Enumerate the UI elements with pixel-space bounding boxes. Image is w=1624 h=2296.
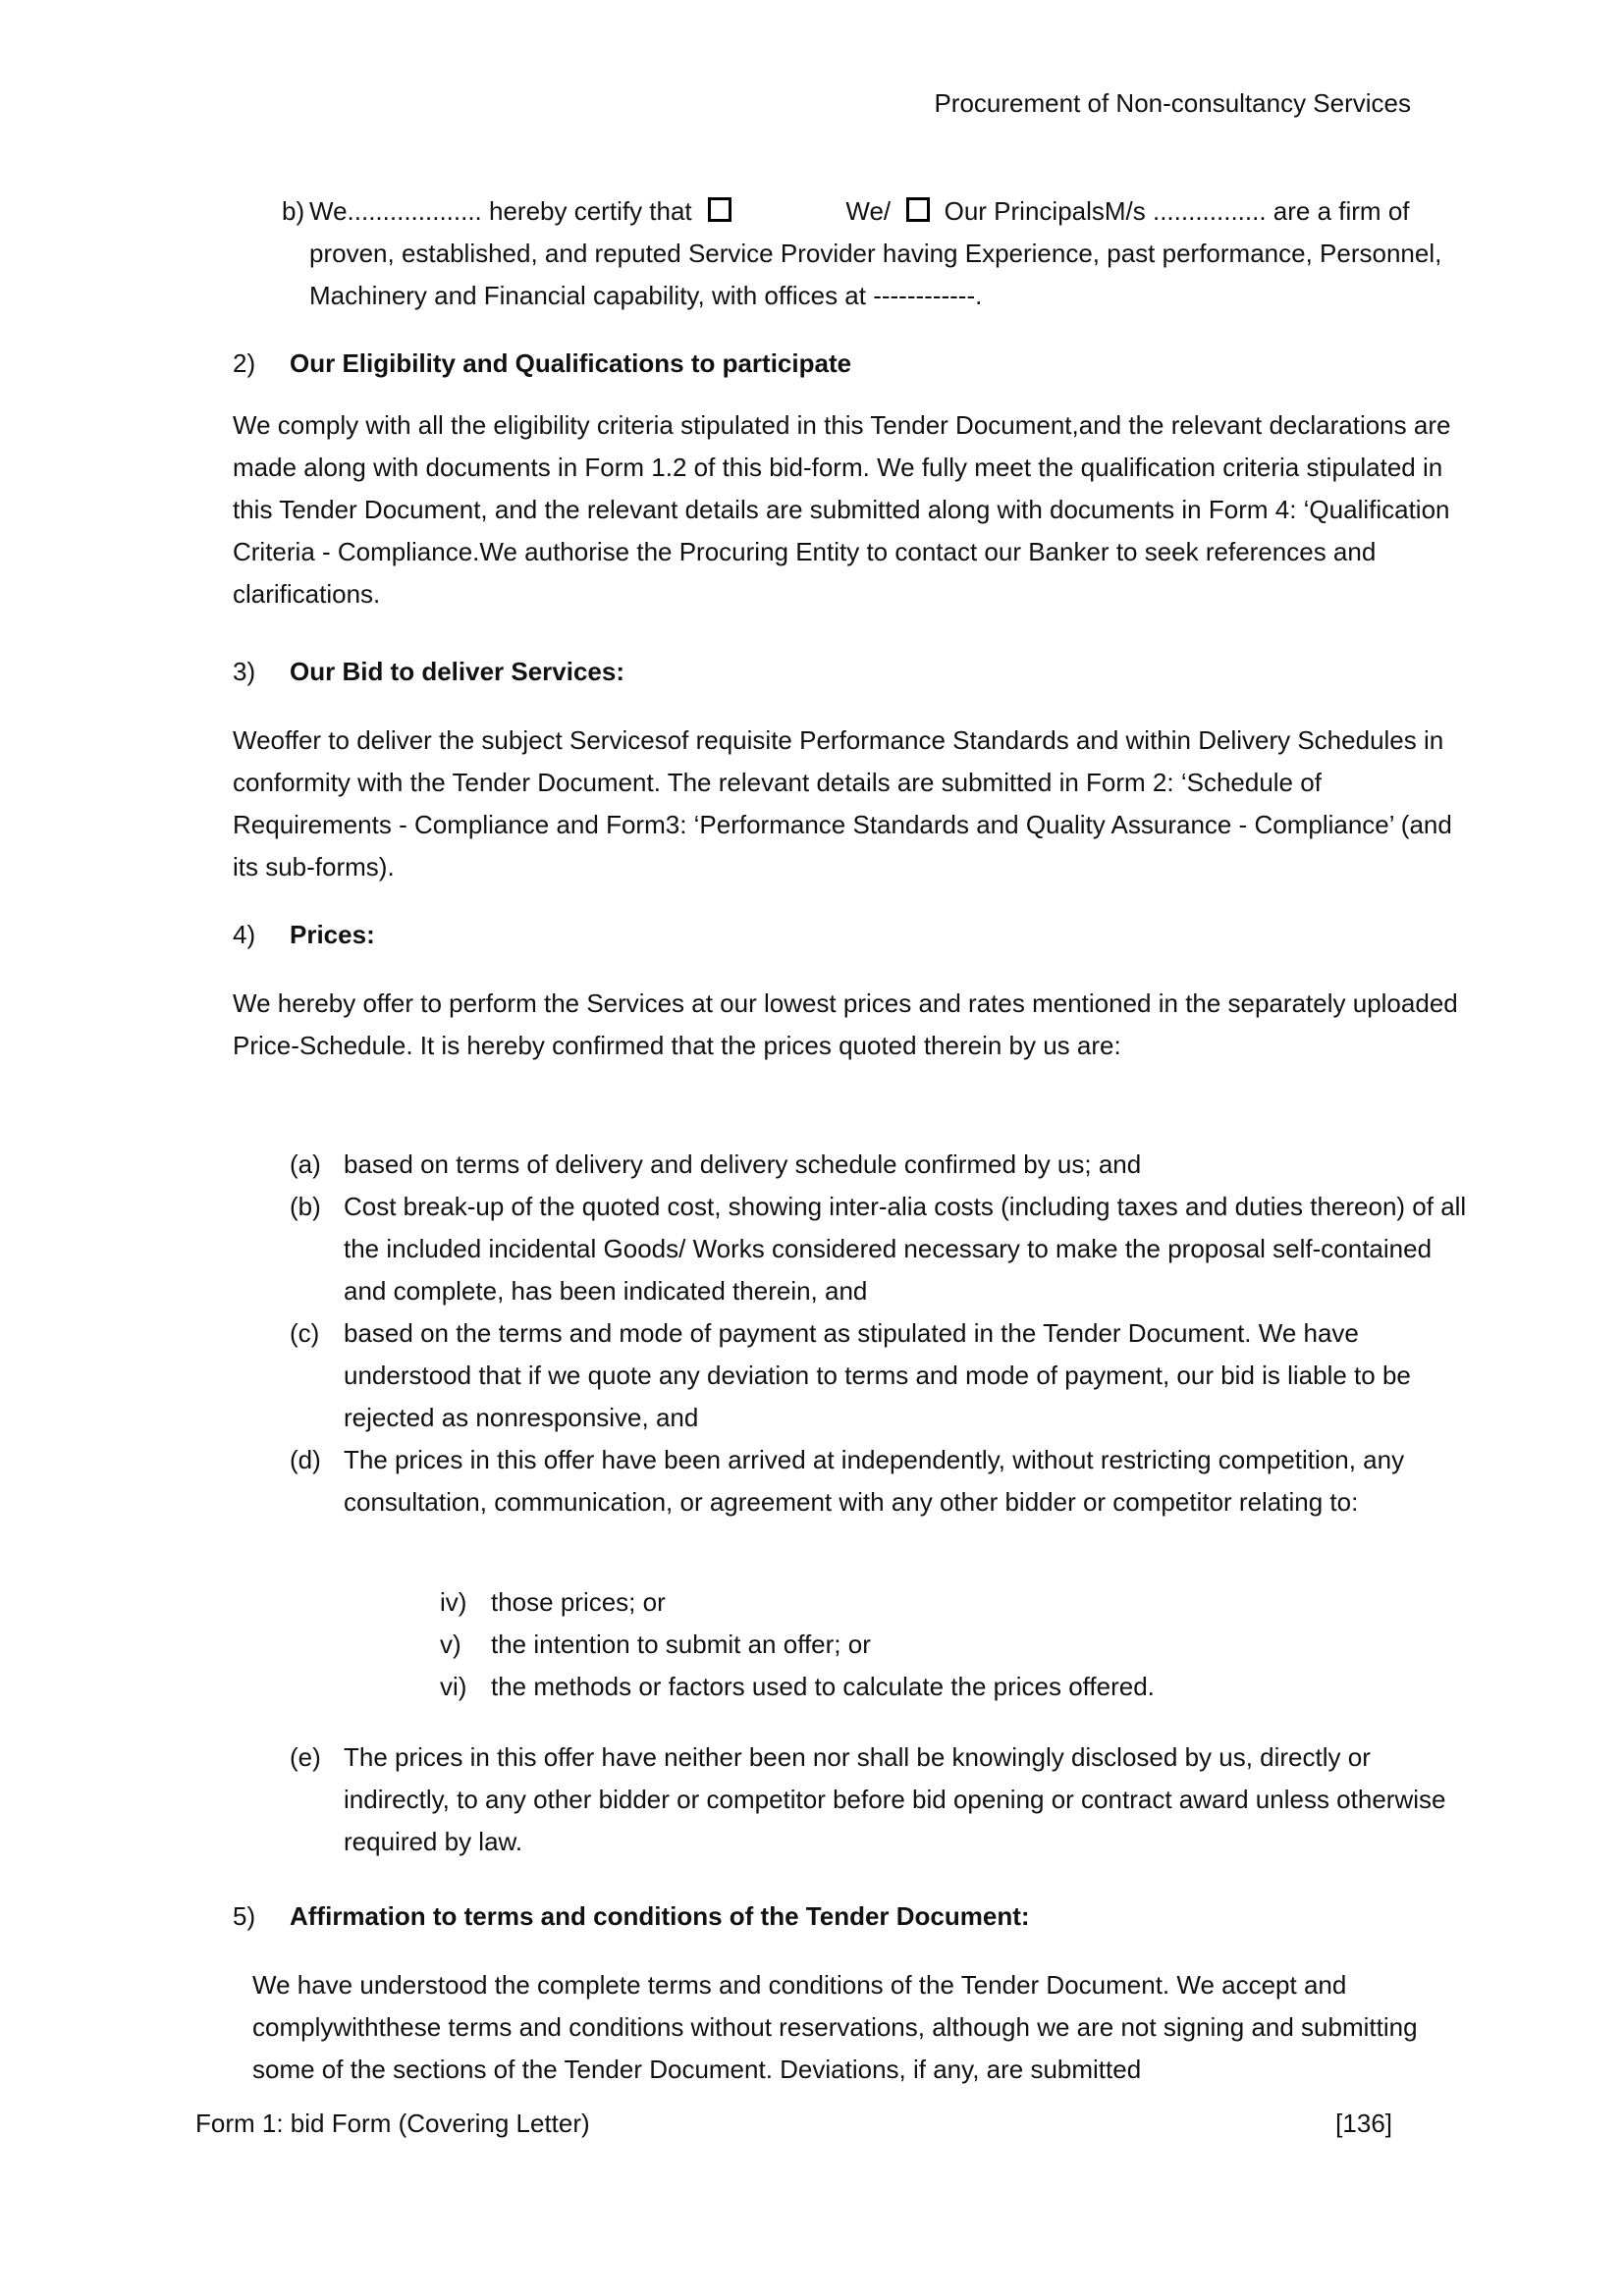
section-3-paragraph: Weoffer to deliver the subject Servicesof requisite Performance Standards and within Delivery Schedules in conformity with the Tender Document. The relevant details are submitted in Form 2: ‘Schedule of Requirements - Compliance and Form3: ‘Performance Standards and Quality Assurance - Compliance’ (and its sub-forms). (233, 725, 1452, 881)
price-conditions-list (290, 1144, 1470, 1523)
we-or-text: We/ (845, 196, 892, 226)
list-item-e (290, 1736, 1470, 1863)
list-item-c (290, 1312, 1470, 1439)
list-item-b2-marker: (b) (290, 1192, 321, 1221)
list-item-iv-text: those prices; or (491, 1587, 666, 1617)
certify-text: We................... hereby certify that (309, 196, 692, 226)
list-item-v-marker: v) (440, 1629, 461, 1659)
list-item-b (282, 190, 1470, 317)
section-2-paragraph: We comply with all the eligibility criteria stipulated in this Tender Document,and the relevant declarations are made along with documents in Form 1.2 of this bid-form. We fully meet the qualification criteria stipulated in this Tender Document, and the relevant details are submitted along with documents in Form 4: ‘Qualification Criteria - Compliance.We authorise the Procuring Entity to contact our Banker to seek references and clarifications. (233, 410, 1451, 609)
principals-text: Our PrincipalsM/s ................ are a firm of proven, established, and reputed Service Provider having Experience, past performance, Personnel, Machinery and Financial capability, with offices at ------------. (309, 196, 1442, 310)
section-5-heading (233, 1896, 1030, 1938)
section-5-paragraph: We have understood the complete terms and conditions of the Tender Document. We accept and complywiththese terms and conditions without reservations, although we are not signing and submitting some of the sections of the Tender Document. Deviations, if any, are submitted (252, 1970, 1418, 2084)
checkbox-we[interactable] (708, 197, 731, 222)
section-4-number: 4) (233, 920, 256, 949)
list-item-e-text: The prices in this offer have neither been nor shall be knowingly disclosed by us, directly or indirectly, to any other bidder or competitor before bid opening or contract award unless otherwise required by law. (344, 1742, 1446, 1856)
list-item-c-text: based on the terms and mode of payment as stipulated in the Tender Document. We have understood that if we quote any deviation to terms and mode of payment, our bid is liable to be rejected as nonresponsive, and (344, 1318, 1411, 1432)
list-item-e-marker: (e) (290, 1742, 321, 1772)
list-item-iv (440, 1581, 1470, 1624)
section-4-heading (233, 914, 375, 956)
list-item-a-text: based on terms of delivery and delivery schedule confirmed by us; and (344, 1149, 1142, 1179)
page-header: Procurement of Non-consultancy Services (934, 88, 1411, 118)
footer-page-number: [136] (1335, 2109, 1392, 2138)
section-5-number: 5) (233, 1901, 256, 1931)
list-item-a-marker: (a) (290, 1149, 321, 1179)
section-3-title: Our Bid to deliver Services: (290, 657, 625, 686)
list-item-a (290, 1144, 1470, 1186)
list-item-b2 (290, 1186, 1470, 1312)
section-3-number: 3) (233, 657, 256, 686)
list-item-vi-text: the methods or factors used to calculate the prices offered. (491, 1672, 1155, 1701)
section-4-paragraph: We hereby offer to perform the Services at our lowest prices and rates mentioned in the separately uploaded Price-Schedule. It is hereby confirmed that the prices quoted therein by us are: (233, 988, 1458, 1060)
checkbox-our-principals[interactable] (906, 197, 930, 222)
section-4-title: Prices: (290, 920, 375, 949)
list-item-d (290, 1439, 1470, 1523)
list-item-b2-text: Cost break-up of the quoted cost, showing inter-alia costs (including taxes and duties thereon) of all the included incidental Goods/ Works considered necessary to make the proposal self-contained and complete, has been indicated therein, and (344, 1192, 1467, 1306)
list-item-b-text (309, 190, 1470, 317)
section-5-title: Affirmation to terms and conditions of the Tender Document: (290, 1901, 1030, 1931)
section-3-heading (233, 651, 624, 693)
section-2-number: 2) (233, 348, 256, 378)
footer-form-title: Form 1: bid Form (Covering Letter) (195, 2109, 590, 2138)
list-item-b-marker: b) (282, 196, 305, 226)
list-item-iv-marker: iv) (440, 1587, 467, 1617)
section-2-title: Our Eligibility and Qualifications to participate (290, 348, 852, 378)
roman-sublist (440, 1581, 1470, 1708)
list-item-vi-marker: vi) (440, 1672, 467, 1701)
list-item-d-marker: (d) (290, 1445, 321, 1474)
section-2-heading (233, 343, 851, 385)
list-item-v-text: the intention to submit an offer; or (491, 1629, 871, 1659)
list-item-v (440, 1624, 1470, 1666)
list-item-vi (440, 1666, 1470, 1708)
list-item-d-text: The prices in this offer have been arrived at independently, without restricting competition, any consultation, communication, or agreement with any other bidder or competitor relating to: (344, 1445, 1405, 1517)
list-item-c-marker: (c) (290, 1318, 320, 1348)
